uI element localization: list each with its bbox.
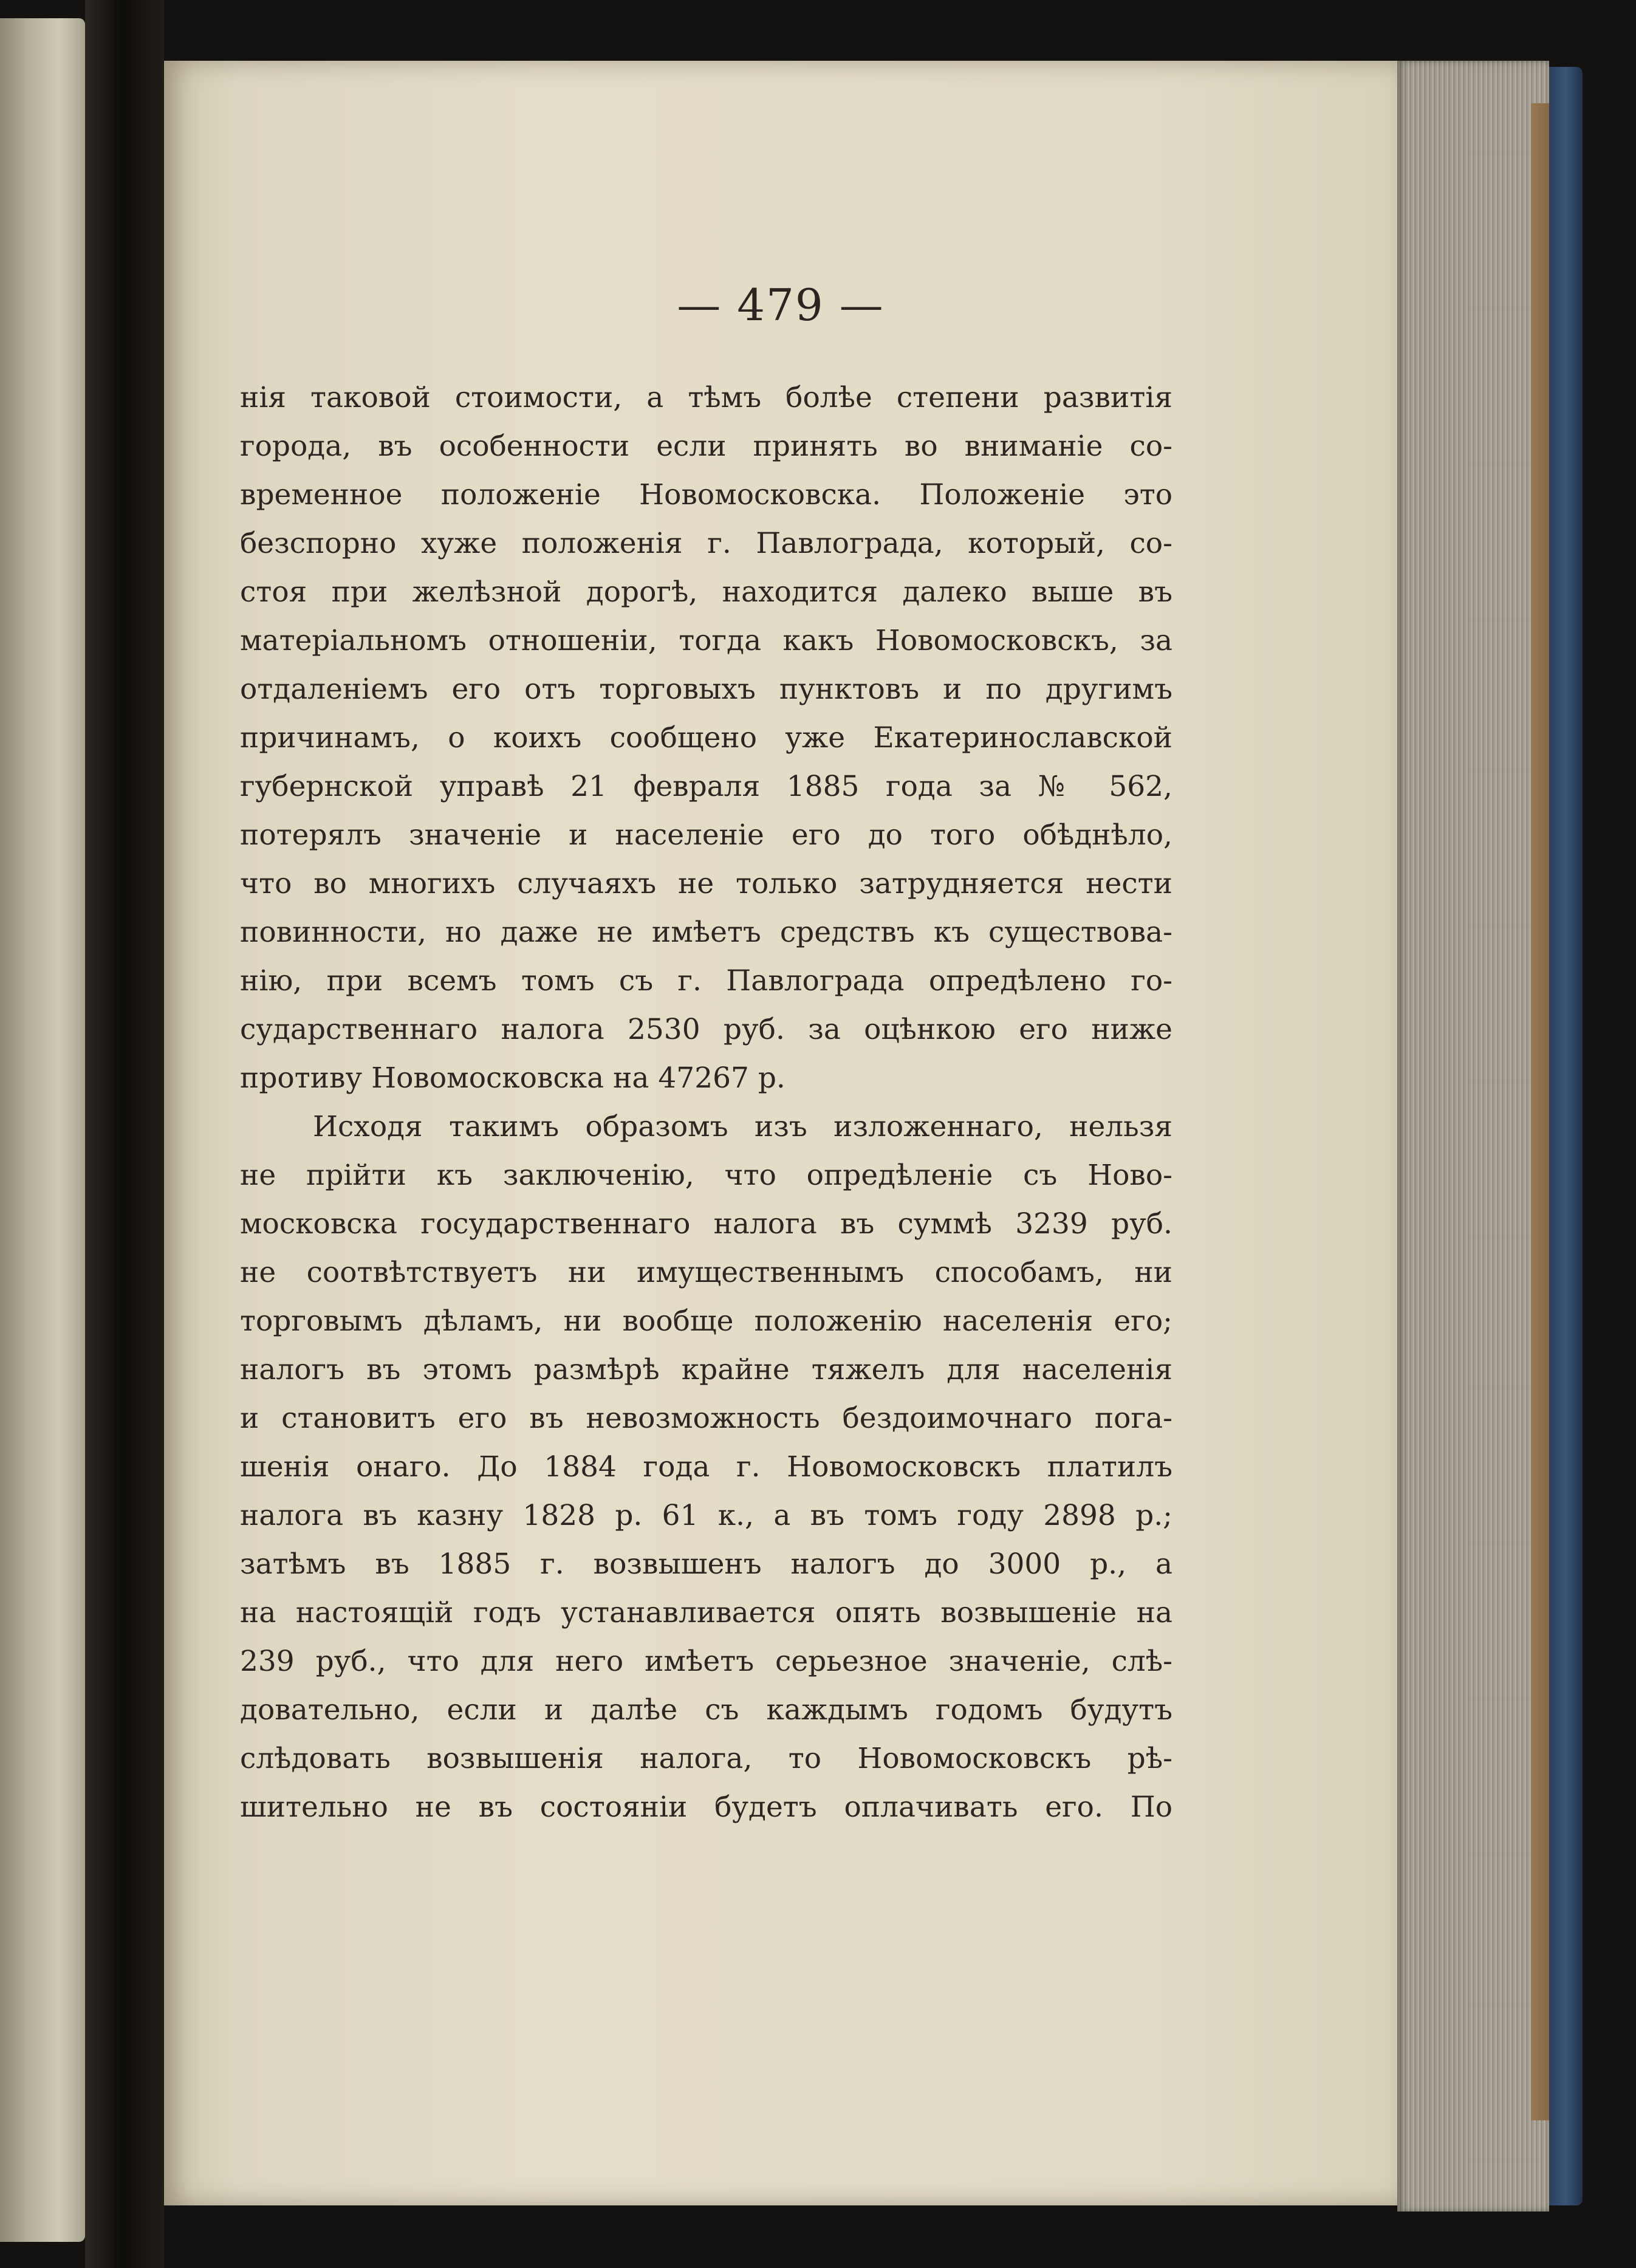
- text-line: что во многихъ случаяхъ не только затрудняется нести: [240, 867, 1172, 900]
- book-page: [164, 61, 1397, 2205]
- text-line: шительно не въ состояніи будетъ оплачивать его. По: [240, 1790, 1172, 1824]
- text-line: стоя при желѣзной дорогѣ, находится далеко выше въ: [240, 575, 1172, 609]
- text-line: города, въ особенности если принять во вниманіе со-: [240, 430, 1172, 463]
- text-line: нія таковой стоимости, а тѣмъ болѣе степени развитія: [240, 381, 1172, 414]
- text-line: причинамъ, о коихъ сообщено уже Екатеринославской: [240, 721, 1172, 755]
- text-line: не прійти къ заключенію, что опредѣленіе съ Ново-: [240, 1159, 1172, 1192]
- text-line: повинности, но даже не имѣетъ средствъ къ существова-: [240, 916, 1172, 949]
- text-line: торговымъ дѣламъ, ни вообще положенію населенія его;: [240, 1304, 1172, 1338]
- text-line: 239 руб., что для него имѣетъ серьезное значеніе, слѣ-: [240, 1645, 1172, 1678]
- text-line: временное положеніе Новомосковска. Положеніе это: [240, 478, 1172, 512]
- text-line: потерялъ значеніе и населеніе его до того обѣднѣло,: [240, 818, 1172, 852]
- text-line: затѣмъ въ 1885 г. возвышенъ налогъ до 3000 р., а: [240, 1547, 1172, 1581]
- text-line: налогъ въ этомъ размѣрѣ крайне тяжелъ для населенія: [240, 1353, 1172, 1386]
- text-line: матеріальномъ отношеніи, тогда какъ Новомосковскъ, за: [240, 624, 1172, 657]
- book-cover-edge: [1549, 67, 1583, 2205]
- text-line: безспорно хуже положенія г. Павлограда, который, со-: [240, 527, 1172, 560]
- text-line: сударственнаго налога 2530 руб. за оцѣнкою его ниже: [240, 1013, 1172, 1046]
- left-page-edge: [0, 18, 85, 2242]
- page-edges: [1397, 61, 1549, 2211]
- text-line: противу Новомосковска на 47267 р.: [240, 1061, 785, 1095]
- book-gutter: [85, 0, 164, 2268]
- text-line: слѣдовать возвышенія налога, то Новомосковскъ рѣ-: [240, 1742, 1172, 1775]
- text-line: довательно, если и далѣе съ каждымъ годомъ будутъ: [240, 1693, 1172, 1727]
- paragraph-1: [240, 374, 1172, 1103]
- text-line: губернской управѣ 21 февраля 1885 года за № 562,: [240, 770, 1172, 803]
- text-line: не соотвѣтствуетъ ни имущественнымъ способамъ, ни: [240, 1256, 1172, 1289]
- page-number: — 479 —: [677, 279, 885, 331]
- text-line: Исходя такимъ образомъ изъ изложеннаго, нельзя: [313, 1110, 1172, 1143]
- text-line: на настоящій годъ устанавливается опять возвышеніе на: [240, 1596, 1172, 1629]
- text-line: московска государственнаго налога въ суммѣ 3239 руб.: [240, 1207, 1172, 1241]
- text-line: налога въ казну 1828 р. 61 к., а въ томъ году 2898 р.;: [240, 1499, 1172, 1532]
- text-line: шенія онаго. До 1884 года г. Новомосковскъ платилъ: [240, 1450, 1172, 1484]
- text-line: нію, при всемъ томъ съ г. Павлограда опредѣлено го-: [240, 964, 1172, 998]
- text-line: отдаленіемъ его отъ торговыхъ пунктовъ и по другимъ: [240, 673, 1172, 706]
- page-body: [240, 374, 1172, 1832]
- paragraph-2: [240, 1103, 1172, 1832]
- text-line: и становитъ его въ невозможность бездоимочнаго пога-: [240, 1402, 1172, 1435]
